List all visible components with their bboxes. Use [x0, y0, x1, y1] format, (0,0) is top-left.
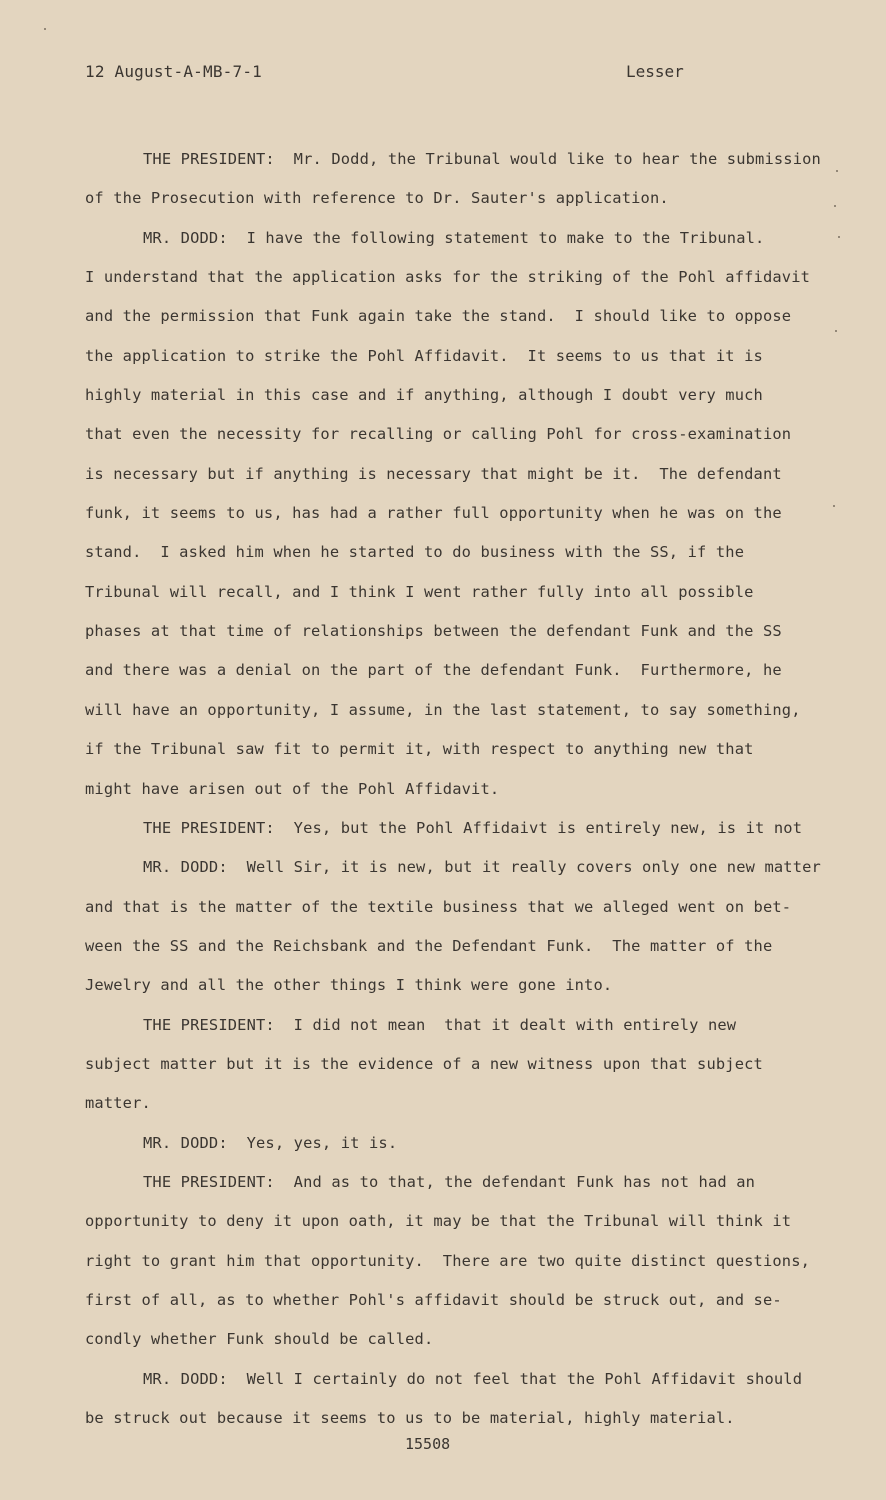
transcript-line: first of all, as to whether Pohl's affidavit should be struck out, and se- — [85, 1290, 782, 1309]
transcript-line: that even the necessity for recalling or calling Pohl for cross-examination — [85, 425, 792, 444]
transcript-line: funk, it seems to us, has had a rather full opportunity when he was on the — [85, 504, 782, 523]
transcript-line: THE PRESIDENT: Mr. Dodd, the Tribunal would like to hear the submission — [143, 150, 821, 168]
transcript-line: THE PRESIDENT: Yes, but the Pohl Affidaivt is entirely new, is it not — [143, 818, 803, 837]
transcript-line: stand. I asked him when he started to do business with the SS, if the — [85, 543, 745, 562]
transcript-line: is necessary but if anything is necessary that might be it. The defendant — [85, 464, 782, 483]
transcript-body — [85, 140, 845, 1438]
transcript-line: the application to strike the Pohl Affidavit. It seems to us that it is — [85, 346, 763, 365]
transcript-line: will have an opportunity, I assume, in the last statement, to say something, — [85, 700, 801, 719]
transcript-line: ween the SS and the Reichsbank and the Defendant Funk. The matter of the — [85, 936, 773, 955]
transcript-line: I understand that the application asks for the striking of the Pohl affidavit — [85, 268, 811, 287]
transcript-line: opportunity to deny it upon oath, it may be that the Tribunal will think it — [85, 1212, 792, 1231]
transcript-line: phases at that time of relationships between the defendant Funk and the SS — [85, 622, 782, 641]
transcript-line: subject matter but it is the evidence of a new witness upon that subject — [85, 1054, 763, 1073]
scan-speck — [838, 236, 840, 238]
transcript-line: MR. DODD: Well Sir, it is new, but it really covers only one new matter — [143, 858, 821, 877]
transcript-line: MR. DODD: I have the following statement to make to the Tribunal. — [143, 228, 765, 247]
transcript-line: and that is the matter of the textile business that we alleged went on bet- — [85, 897, 792, 916]
transcript-line: THE PRESIDENT: I did not mean that it dealt with entirely new — [143, 1015, 737, 1034]
transcript-line: MR. DODD: Well I certainly do not feel that the Pohl Affidavit should — [143, 1369, 803, 1388]
transcript-line: might have arisen out of the Pohl Affidavit. — [85, 779, 500, 798]
scan-speck — [44, 28, 46, 30]
transcript-line: matter. — [85, 1094, 151, 1113]
scan-speck — [833, 505, 835, 507]
scan-speck — [834, 205, 836, 207]
transcript-line: Jewelry and all the other things I think were gone into. — [85, 976, 613, 995]
transcript-line: and there was a denial on the part of the defendant Funk. Furthermore, he — [85, 661, 782, 680]
transcript-line: and the permission that Funk again take the stand. I should like to oppose — [85, 307, 792, 326]
transcript-line: highly material in this case and if anything, although I doubt very much — [85, 386, 763, 405]
transcript-line: be struck out because it seems to us to be material, highly material. — [85, 1409, 735, 1427]
transcript-line: MR. DODD: Yes, yes, it is. — [143, 1133, 398, 1152]
speaker-name: Lesser — [626, 62, 684, 81]
transcript-line: Tribunal will recall, and I think I went rather fully into all possible — [85, 582, 754, 601]
transcript-line: right to grant him that opportunity. There are two quite distinct questions, — [85, 1251, 811, 1270]
transcript-line: if the Tribunal saw fit to permit it, with respect to anything new that — [85, 740, 754, 759]
page-number: 15508 — [405, 1435, 451, 1453]
transcript-line: THE PRESIDENT: And as to that, the defendant Funk has not had an — [143, 1172, 756, 1191]
scan-speck — [835, 330, 837, 332]
transcript-line: of the Prosecution with reference to Dr. Sauter's application. — [85, 189, 669, 208]
page-reference: 12 August-A-MB-7-1 — [85, 62, 262, 81]
transcript-line: condly whether Funk should be called. — [85, 1330, 434, 1349]
scan-speck — [836, 170, 838, 172]
